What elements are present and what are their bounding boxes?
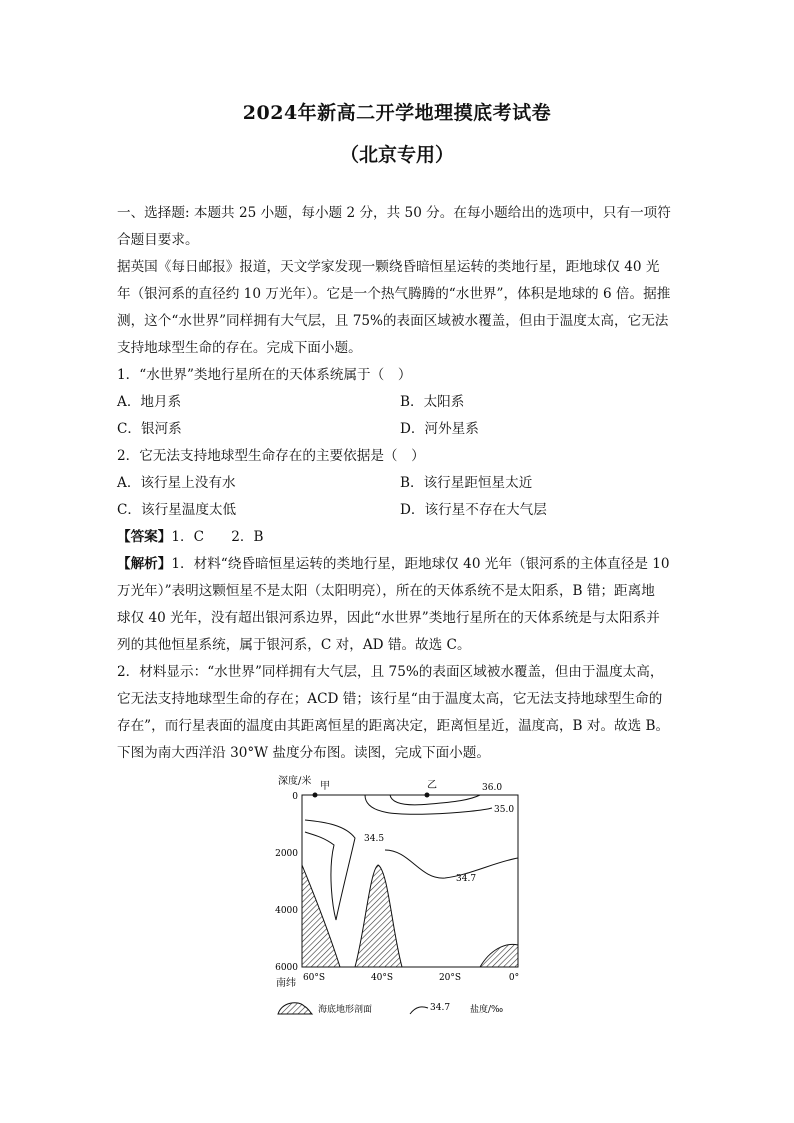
point-yi-label: 乙: [427, 780, 437, 791]
question-1-option-d: D．河外星系: [400, 421, 479, 437]
seabed-terrain-left: [302, 865, 340, 967]
point-jia-marker: [313, 793, 318, 798]
point-jia-label: 甲: [320, 781, 330, 792]
y-axis-label: 深度/米: [278, 776, 312, 787]
page-subtitle: （北京专用）: [339, 144, 454, 166]
y-tick-0: 0: [292, 792, 298, 802]
analysis-line1-text: 1．材料“绕昏暗恒星运转的类地行星，距地球仅 40 光年（银河系的主体直径是 10: [171, 556, 670, 572]
section-heading-line1: 一、选择题: 本题共 25 小题，每小题 2 分，共 50 分。在每小题给出的选项中，只有一项符: [117, 205, 671, 221]
question-2-options-row2: [117, 497, 683, 524]
legend-isoline-value: 34.7: [430, 1003, 451, 1013]
seabed-terrain-right: [480, 944, 518, 967]
analysis-line5: 2．材料显示：“水世界”同样拥有大气层，且 75%的表面区域被水覆盖，但由于温度太高，: [117, 664, 664, 680]
y-tick-6000: 6000: [275, 963, 298, 973]
passage1-line1: 据英国《每日邮报》报道，天文学家发现一颗绕昏暗恒星运转的类地行星，距地球仅 40 光: [117, 259, 660, 275]
isoline-label-34-7: 34.7: [456, 874, 477, 884]
legend-salinity-label: 盐度/‰: [470, 1005, 504, 1015]
page-title: 2024年新高二开学地理摸底考试卷: [242, 102, 552, 124]
question-1-options-row1: [117, 389, 683, 416]
legend-isoline-swatch: [410, 1007, 428, 1014]
analysis-label: 【解析】: [117, 556, 172, 572]
passage1-line4: 支持地球型生命的存在。完成下面小题。: [117, 340, 362, 356]
question-1-option-b: B．太阳系: [400, 394, 465, 410]
question-2-option-c: C．该行星温度太低: [117, 502, 237, 518]
section-heading-line2: 合题目要求。: [117, 232, 199, 248]
passage1-line3: 测，这个“水世界”同样拥有大气层，且 75%的表面区域被水覆盖，但由于温度太高，它无法: [117, 313, 669, 329]
question-2-stem: 2．它无法支持地球型生命存在的主要依据是（ ）: [117, 448, 425, 464]
isoline-label-34-5: 34.5: [364, 834, 385, 844]
salinity-profile-figure: [270, 770, 530, 1020]
passage1-line2: 年（银河系的直径约 10 万光年）。它是一个热气腾腾的“水世界”，体积是地球的 6 倍。据推: [117, 286, 671, 302]
x-tick-40s: 40°S: [370, 973, 394, 983]
question-2-option-a: A．该行星上没有水: [117, 475, 236, 491]
question-1-option-c: C．银河系: [117, 421, 182, 437]
question-2-option-b: B．该行星距恒星太近: [400, 475, 533, 491]
x-tick-0: 0°: [508, 973, 520, 983]
analysis-line4: 列的其他恒星系统，属于银河系，C 对，AD 错。故选 C。: [117, 637, 471, 653]
x-axis-label: 南纬: [276, 978, 296, 989]
plot-frame: [302, 795, 518, 967]
point-yi-marker: [425, 793, 430, 798]
isoline-label-35-0: 35.0: [494, 805, 515, 815]
y-tick-4000: 4000: [275, 906, 298, 916]
analysis-line2: 万光年）”表明这颗恒星不是太阳（太阳明亮），所在的天体系统不是太阳系，B 错；距离地: [117, 583, 655, 599]
y-tick-2000: 2000: [275, 849, 298, 859]
x-tick-60s: 60°S: [302, 973, 326, 983]
x-tick-20s: 20°S: [438, 973, 462, 983]
legend-terrain-label: 海底地形剖面: [318, 1005, 373, 1015]
answer-line: [117, 524, 683, 551]
isoline-36-0: [390, 795, 480, 805]
analysis-line3: 球仅 40 光年，没有超出银河系边界，因此“水世界”类地行星所在的天体系统是与太阳系并: [117, 610, 660, 626]
seabed-terrain-ridge: [355, 865, 402, 967]
question-1-option-a: A．地月系: [117, 394, 182, 410]
exam-body: [117, 200, 683, 767]
answer-label: 【答案】: [117, 529, 172, 545]
analysis-line6: 它无法支持地球型生命的存在；ACD 错；该行星“由于温度太高，它无法支持地球型生命的: [117, 691, 663, 707]
question-1-stem: 1．“水世界”类地行星所在的天体系统属于（ ）: [117, 367, 412, 383]
question-1-options-row2: [117, 416, 683, 443]
isoline-34-7: [385, 850, 518, 878]
question-2-options-row1: [117, 470, 683, 497]
analysis-line1: [117, 551, 683, 578]
isoline-label-36-0: 36.0: [482, 783, 503, 793]
legend-terrain-swatch: [278, 1003, 312, 1014]
analysis-line8: 下图为南大西洋沿 30°W 盐度分布图。读图，完成下面小题。: [117, 745, 490, 761]
analysis-line7: 存在”，而行星表面的温度由其距离恒星的距离决定，距离恒星近，温度高，B 对。故选 B。: [117, 718, 670, 734]
question-2-option-d: D．该行星不存在大气层: [400, 502, 547, 518]
answer-text: 1．C 2．B: [171, 529, 264, 545]
